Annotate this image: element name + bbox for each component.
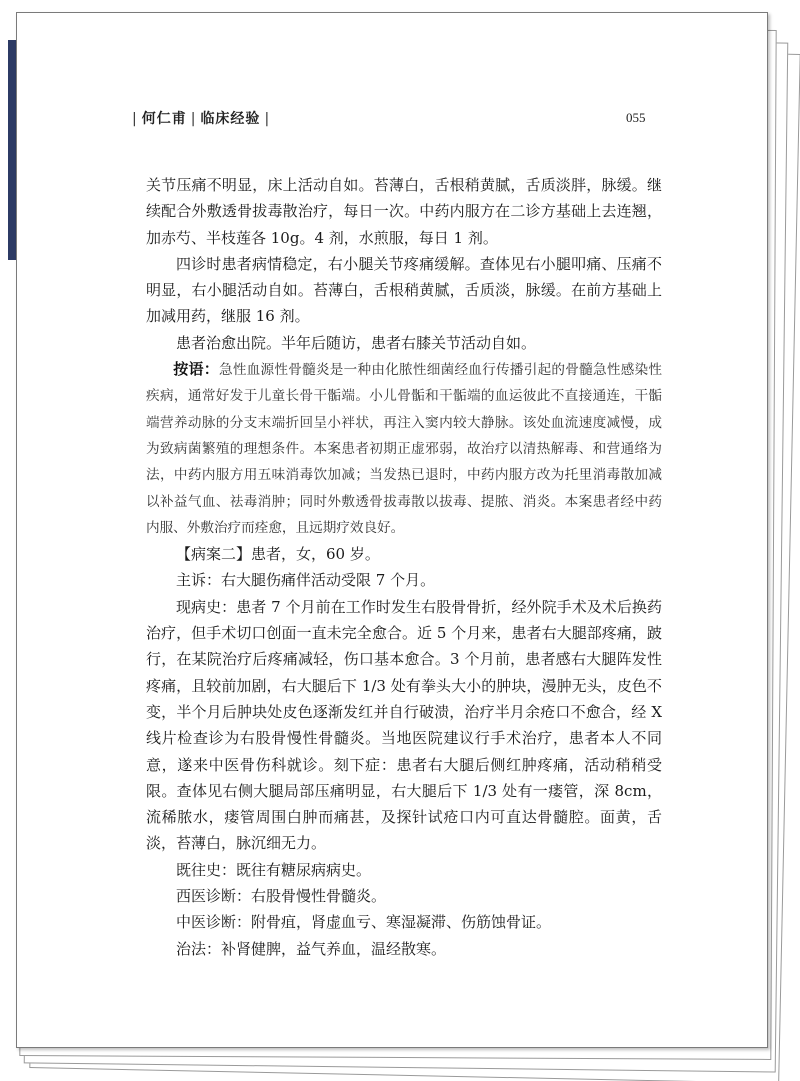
western-diagnosis: 西医诊断：右股骨慢性骨髓炎。	[176, 887, 387, 906]
chief-complaint: 主诉：右大腿伤痛伴活动受限 7 个月。	[176, 571, 436, 590]
paragraph: 关节压痛不明显，床上活动自如。苔薄白，舌根稍黄腻，舌质淡胖，脉缓。继续配合外敷透骨拔毒散治疗，每日一次。中药内服方在二诊方基础上去连翘，加赤芍、半枝莲各 10g。4 剂，水煎服，每日 1 剂。	[146, 176, 662, 247]
present-history: 现病史：患者 7 个月前在工作时发生右股骨骨折，经外院手术及术后换药治疗，但手术切口创面一直未完全愈合。近 5 个月来，患者右大腿部疼痛，跛行，在某院治疗后疼痛减轻，伤口基本愈合。3 个月前，患者感右大腿阵发性疼痛，且较前加剧，右大腿后下 1/3 处有拳头大小的肿块，漫肿无头，皮色不变，半个月后肿块处皮色逐渐发红并自行破溃，治疗半月余疮口不愈合，经 X 线片检查诊为右股骨慢性骨髓炎。当地医院建议行手术治疗，患者本人不同意，遂来中医骨伤科就诊。刻下症：患者右大腿后侧红肿疼痛，活动稍稍受限。查体见右侧大腿局部压痛明显，右大腿后下 1/3 处有一瘘管，深 8cm，流稀脓水，瘘管周围白肿而痛甚，及探针试疮口内可直达骨髓腔。面黄，舌淡，苔薄白，脉沉细无力。	[146, 597, 662, 853]
treatment-principle: 治法：补肾健脾，益气养血，温经散寒。	[176, 939, 447, 958]
running-head: | 何仁甫 | 临床经验 |	[132, 111, 271, 127]
past-history: 既往史：既往有糖尿病病史。	[176, 860, 372, 879]
page-body	[146, 172, 662, 962]
paragraph: 患者治愈出院。半年后随访，患者右膝关节活动自如。	[176, 333, 537, 352]
paragraph: 四诊时患者病情稳定，右小腿关节疼痛缓解。查体见右小腿叩痛、压痛不明显，右小腿活动自如。苔薄白，舌根稍黄腻，舌质淡，脉缓。在前方基础上加减用药，继服 16 剂。	[146, 254, 662, 326]
section-title: 临床经验	[200, 111, 261, 127]
case-heading: 【病案二】患者，女，60 岁。	[176, 545, 380, 564]
commentary-paragraph	[146, 356, 662, 541]
commentary-text: 急性血源性骨髓炎是一种由化脓性细菌经血行传播引起的骨髓急性感染性疾病，通常好发于儿童长骨干骺端。小儿骨骺和干骺端的血运彼此不直接通连，干骺端营养动脉的分支末端折回呈小袢状，再注入窦内较大静脉。该处血流速度减慢，成为致病菌繁殖的理想条件。本案患者初期正虚邪弱，故治疗以清热解毒、和营通络为法，中药内服方用五味消毒饮加减；当发热已退时，中药内服方改为托里消毒散加减以补益气血、祛毒消肿；同时外敷透骨拔毒散以拔毒、提脓、消炎。本案患者经中药内服、外敷治疗而痊愈，且远期疗效良好。	[146, 362, 662, 536]
page-number: 055	[626, 110, 646, 125]
tcm-diagnosis: 中医诊断：附骨疽，肾虚血亏、寒湿凝滞、伤筋蚀骨证。	[176, 913, 552, 932]
commentary-label: 按语：	[173, 360, 219, 379]
book-title: 何仁甫	[141, 111, 187, 127]
